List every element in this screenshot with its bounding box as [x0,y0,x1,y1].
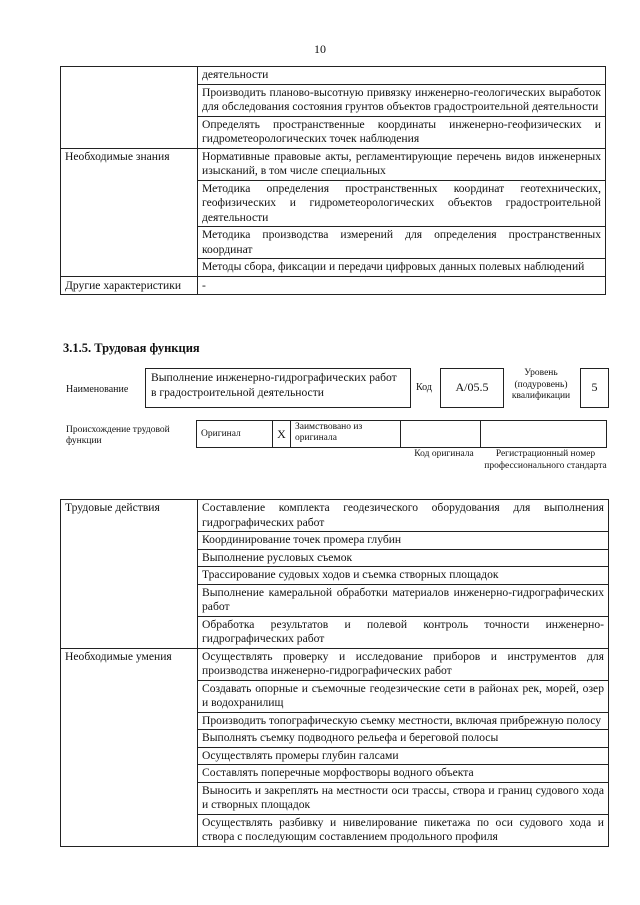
original-label: Оригинал [197,421,273,448]
level-label: Уровень (подуровень) квалификации [511,368,571,401]
origin-table [196,420,607,448]
actions-label: Трудовые действия [61,500,198,649]
registration-number-cell [481,421,607,448]
top-table [60,66,606,295]
function-name: Выполнение инженерно-гидрографических работ в градостроительной деятельности [151,371,397,399]
skill-item: Осуществлять разбивку и нивелирование пикетажа по оси судового хода и створа с последующим составлением продольного профиля [198,814,609,846]
knowledge-label: Необходимые знания [61,148,198,276]
code-box [440,368,504,408]
code-value: A/05.5 [455,380,489,394]
skills-label: Необходимые умения [61,648,198,846]
top-table-continuation: деятельности [198,67,606,85]
action-item: Обработка результатов и полевой контроль точности инженерно-гидрографических работ [198,616,609,648]
original-mark: X [273,421,291,448]
top-table-label-empty [61,116,198,148]
borrowed-label: Заимствовано из оригинала [291,421,401,448]
action-item: Составление комплекта геодезического оборудования для выполнения гидрографических работ [198,500,609,532]
top-table-value: Производить планово-высотную привязку инженерно-геологических выработок для обследования состояния грунтов объектов градостроительной деятельности [198,84,606,116]
origin-label: Происхождение трудовой функции [66,425,170,446]
knowledge-item: Методика определения пространственных координат геотехнических, геофизических и гидрометеорологических объектов градостроительной деятельности [198,180,606,227]
caption-code: Код оригинала [414,449,474,459]
skill-item: Создавать опорные и съемочные геодезические сети в районах рек, морей, озер и водохранилищ [198,680,609,712]
top-table-label-empty [61,84,198,116]
other-value: - [198,276,606,295]
skill-item: Осуществлять промеры глубин галсами [198,747,609,765]
original-code-cell [401,421,481,448]
caption-registration: Регистрационный номер профессионального стандарта [484,449,607,471]
other-label: Другие характеристики [61,276,198,295]
action-item: Выполнение русловых съемок [198,549,609,567]
action-item: Выполнение камеральной обработки материалов инженерно-гидрографических работ [198,584,609,616]
knowledge-item: Методика производства измерений для определения пространственных координат [198,227,606,259]
skill-item: Выполнять съемку подводного рельефа и береговой полосы [198,730,609,748]
level-value: 5 [591,380,598,394]
code-label: Код [416,382,432,393]
knowledge-item: Методы сбора, фиксации и передачи цифровых данных полевых наблюдений [198,259,606,277]
skill-item: Осуществлять проверку и исследование приборов и инструментов для производства инженерно-гидрографических работ [198,648,609,680]
bottom-table [60,499,609,847]
skill-item: Составлять поперечные морфостворы водного объекта [198,765,609,783]
name-label: Наименование [66,384,129,395]
page-number: 10 [314,42,326,56]
top-table-value: Определять пространственные координаты инженерно-геофизических и гидрометеорологических точек наблюдения [198,116,606,148]
skill-item: Производить топографическую съемку местности, включая прибрежную полосу [198,712,609,730]
action-item: Координирование точек промера глубин [198,532,609,550]
level-box [580,368,609,408]
section-title: 3.1.5. Трудовая функция [63,341,200,355]
knowledge-item: Нормативные правовые акты, регламентирующие перечень видов инженерных изысканий, в том числе специальных [198,148,606,180]
name-box [145,368,411,408]
skill-item: Выносить и закреплять на местности оси трассы, створа и границ судового хода и створных площадок [198,782,609,814]
action-item: Трассирование судовых ходов и съемка створных площадок [198,567,609,585]
top-table-label-empty [61,67,198,85]
